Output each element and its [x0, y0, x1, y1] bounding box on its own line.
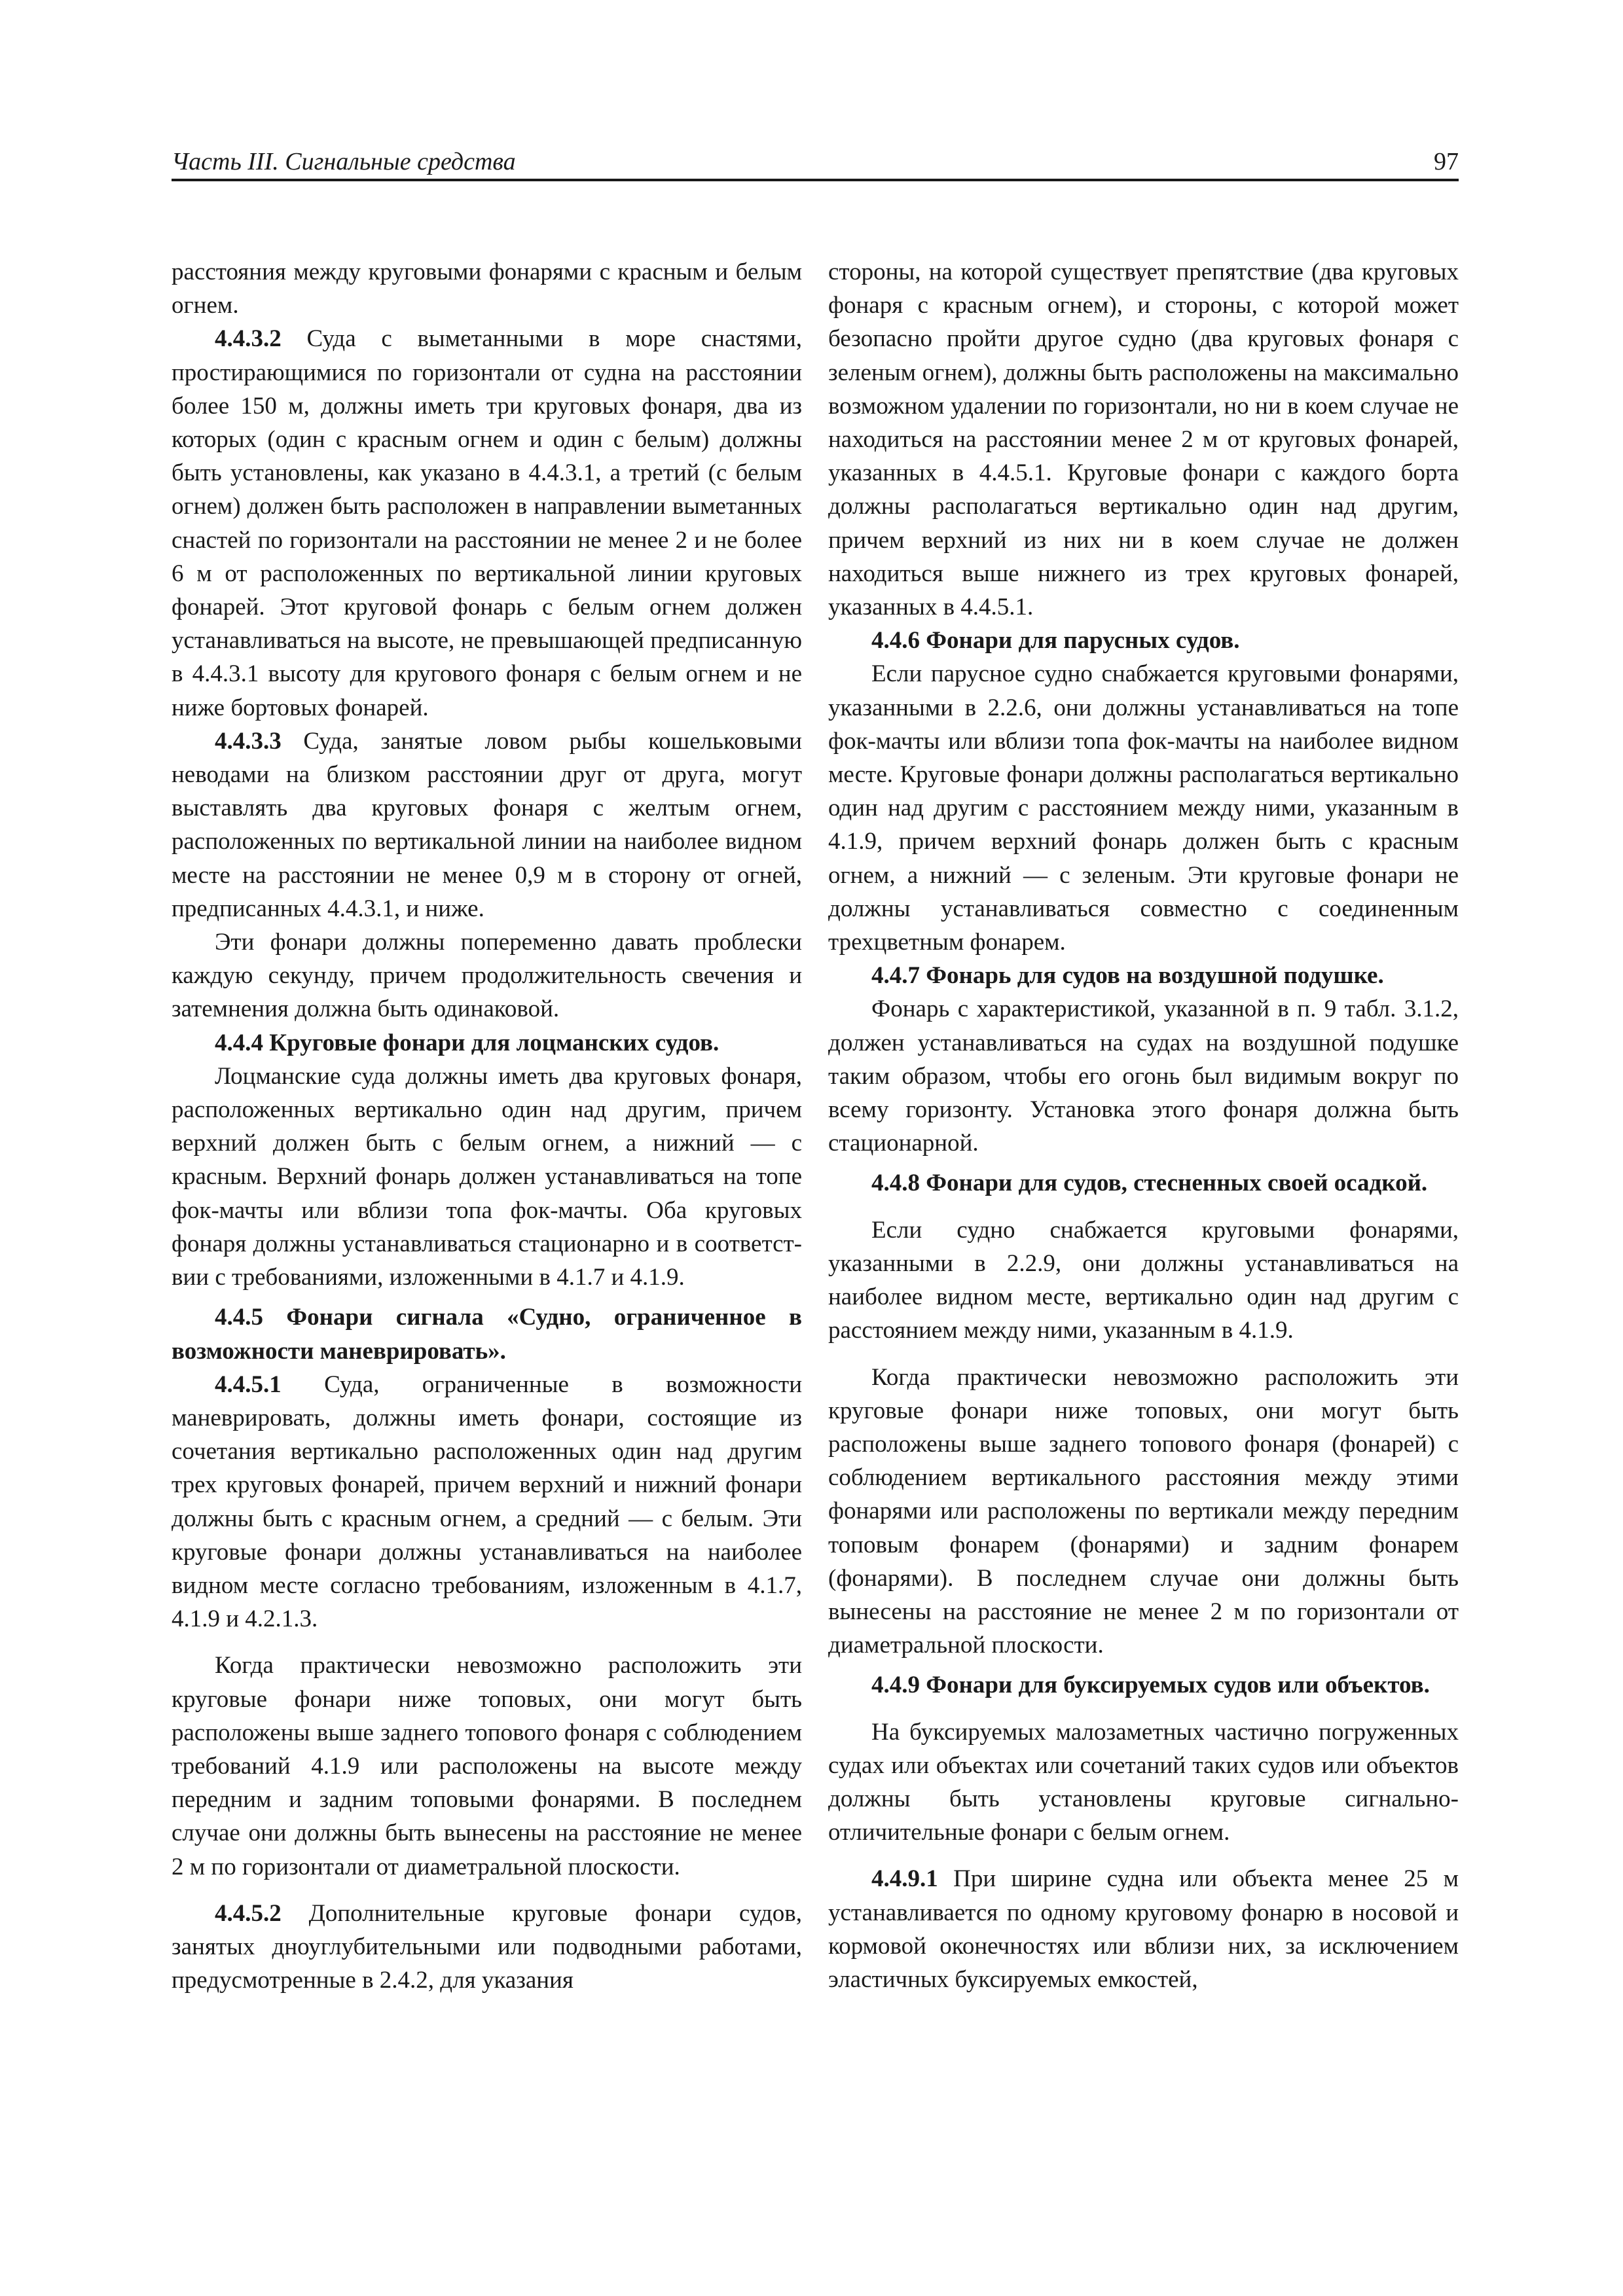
section-heading-4-4-9: 4.4.9 Фонари для буксируемых судов или объектов. [871, 1672, 1430, 1699]
section-heading-4-4-7: 4.4.7 Фонарь для судов на воздушной подушке. [871, 962, 1384, 990]
paragraph: Если судно снабжается круговыми фонарями, указанными в 2.2.9, они должны устанавливаться на наиболее видном месте, вертикально один над другим с расстоянием между ними, указанным в 4.1.9. [828, 1216, 1459, 1344]
paragraph-4-4-9-1 [828, 1862, 1459, 1996]
section-heading-4-4-5: 4.4.5 Фонари сигнала «Судно, ограниченное в возможности маневрировать». [172, 1304, 802, 1365]
header-title: Часть III. Сигнальные средства [172, 148, 516, 175]
clause-number: 4.4.5.2 [215, 1899, 282, 1927]
clause-number: 4.4.5.1 [215, 1371, 282, 1398]
paragraph: Эти фонари должны попеременно давать проблески каждую секунду, причем продолжительность свечения и затемнения должна быть одинаковой. [172, 929, 802, 1023]
clause-text: Дополнительные круговые фонари судов, занятых дноуглубительными или подводными работами, предусмотренные в 2.4.2, для указания [172, 1899, 802, 1994]
section-heading-4-4-4: 4.4.4 Круговые фонари для лоцманских судов. [215, 1029, 720, 1056]
clause-text: Суда с выметанными в море снастями, простирающимися по горизонтали от судна на расстоянии более 150 м, должны иметь три круговых фонаря, два из которых (один с красным огнем и один с белым) должны быть установлены, как указано в 4.4.3.1, а третий (с белым огнем) должен быть расположен в направлении выметанных снастей по горизонтали на расстоянии не менее 2 и не более 6 м от расположенных по вертикальной линии круговых фонарей. Этот круговой фонарь с белым огнем должен устанавливаться на высоте, не превышающей предписанную в 4.4.3.1 высоту для кругового фонаря с белым огнем и не ниже бортовых фонарей. [172, 325, 802, 721]
clause-number: 4.4.3.3 [215, 727, 282, 755]
paragraph: Когда практически невозможно расположить эти круговые фонари ниже топовых, они могут быть расположены выше заднего топового фонаря с соблюдением требований 4.1.9 или расположены на высоте между передним и задним топовыми фонарями. В последнем случае они должны быть вынесены на расстояние не менее 2 м по горизонтали от диаметральной плоскости. [172, 1652, 802, 1880]
right-column [828, 255, 1459, 2088]
paragraph-4-4-5-1 [172, 1368, 802, 1636]
paragraph-4-4-3-2 [172, 322, 802, 724]
clause-text: При ширине судна или объекта менее 25 м устанавливается по одному круговому фонарю в носовой и кормовой оконечностях или вблизи них, за исключением эластичных буксируемых емкостей, [828, 1865, 1459, 1993]
header-rule [172, 179, 1459, 181]
clause-number: 4.4.3.2 [215, 325, 282, 353]
paragraph-4-4-5-2 [172, 1897, 802, 1998]
clause-text: Суда, занятые ловом рыбы кошельковыми неводами на близком расстоянии друг от друга, могут выставлять два круговых фонаря с желтым огнем, расположенных по вертикальной линии на наиболее видном месте на расстоянии не менее 0,9 м в сторону от огней, предписанных 4.4.3.1, и ниже. [172, 727, 802, 922]
paragraph: На буксируемых малозаметных частично погруженных судах или объектах или сочетаний таких судов или объектов должны быть установлены круговые сигнально-отличительные фонари с белым огнем. [828, 1718, 1459, 1846]
section-heading-4-4-8: 4.4.8 Фонари для судов, стесненных своей осадкой. [871, 1170, 1428, 1197]
paragraph: расстояния между круговыми фонарями с красным и белым огнем. [172, 259, 802, 319]
page-number: 97 [1434, 148, 1459, 175]
paragraph: Лоцманские суда должны иметь два круговых фонаря, расположенных вертикально один над другим, причем верхний должен быть с белым огнем, а нижний — с красным. Верхний фонарь должен устанавливаться на топе фок-мачты или вблизи топа фок-мачты. Оба круговых фонаря должны устанавливаться стационарно и в соответствии с требованиями, изложенными в 4.1.7 и 4.1.9. [172, 1062, 802, 1291]
running-header [172, 145, 1459, 178]
paragraph: Если парусное судно снабжается круговыми фонарями, указанными в 2.2.6, они должны устанавливаться на топе фок-мачты или вблизи топа фок-мачты на наиболее видном месте. Круговые фонари должны располагаться вертикально один над другим с расстоянием между ними, указанным в 4.1.9, причем верхний фонарь должен быть с красным огнем, а нижний — с зеленым. Эти круговые фонари не должны устанавливаться совместно с соединенным трехцветным фонарем. [828, 660, 1459, 956]
clause-number: 4.4.9.1 [871, 1865, 938, 1893]
left-column [172, 255, 802, 2088]
section-heading-4-4-6: 4.4.6 Фонари для парусных судов. [871, 627, 1240, 655]
paragraph-4-4-3-3 [172, 725, 802, 925]
paragraph: Фонарь с характеристикой, указанной в п. 9 табл. 3.1.2, должен устанавливаться на судах на воздушной подушке таким образом, чтобы его огонь был видимым вокруг по всему горизонту. Установка этого фонаря должна быть стационарной. [828, 996, 1459, 1157]
paragraph: Когда практически невозможно расположить эти круговые фонари ниже топовых, они могут быть расположены выше заднего топового фонаря (фонарей) с соблюдением вертикального расстояния между этими фонарями или расположены по вертикали между передним топовым фонарем (фонарями) и задним фонарем (фонарями). В последнем случае они должны быть вынесены на расстояние не менее 2 м по горизонтали от диаметральной плоскости. [828, 1363, 1459, 1659]
paragraph: стороны, на которой существует препятствие (два круговых фонаря с красным огнем), и стороны, с которой может безопасно пройти другое судно (два круговых фонаря с зеленым огнем), должны быть расположены на максимально возможном удалении по горизонтали, но ни в коем случае не находиться на расстоянии менее 2 м от круговых фонарей, указанных в 4.4.5.1. Круговые фонари с каждого борта должны располагаться вертикально один над другим, причем верхний из них ни в коем случае не должен находиться выше нижнего из трех круговых фонарей, указанных в 4.4.5.1. [828, 259, 1459, 621]
clause-text: Суда, ограниченные в возможности маневрировать, должны иметь фонари, состоящие из сочетания вертикально расположенных один над другим трех круговых фонарей, причем верхний и нижний фонари должны быть с красным огнем, а средний — с белым. Эти круговые фонари должны устанавливаться на наиболее видном месте согласно требованиям, изложенным в 4.1.7, 4.1.9 и 4.2.1.3. [172, 1371, 802, 1633]
